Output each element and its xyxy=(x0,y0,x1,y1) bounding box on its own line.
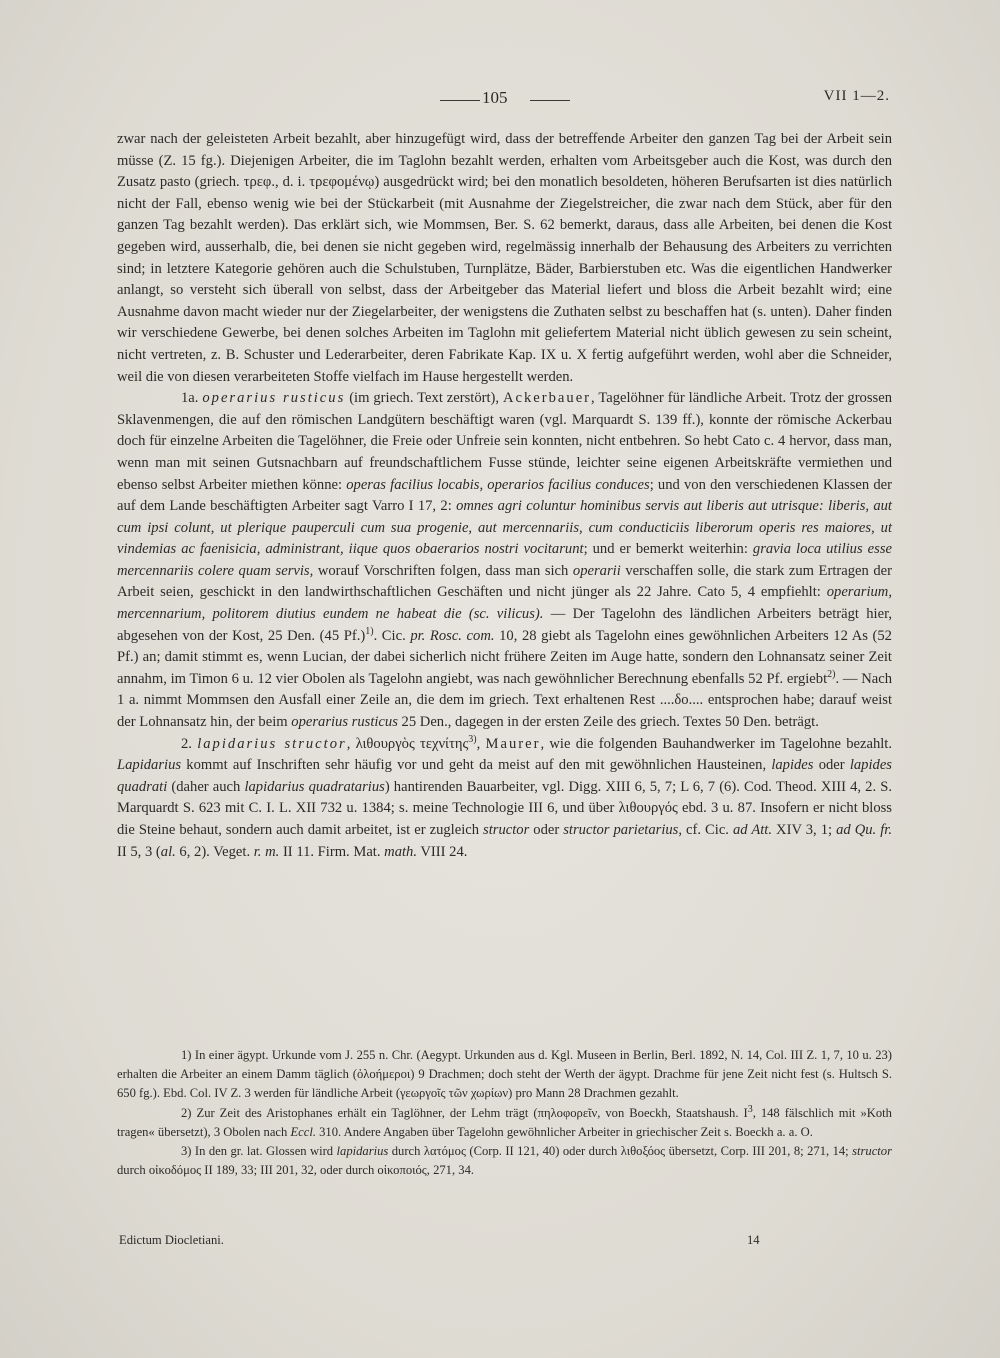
footnote-3: 3) In den gr. lat. Glossen wird lapidarius durch λατόμος (Corp. II 121, 40) oder durch λιθοξόος übersetzt, Corp. III 201, 8; 271, 14; structor durch οἰκοδόμος II 189, 33; III 201, 32, oder durch οἰκοποιός, 271, 34. xyxy=(117,1144,892,1178)
footer-title: Edictum Diocletiani. xyxy=(119,1233,224,1247)
section-signature: VII 1—2. xyxy=(823,88,890,104)
main-text xyxy=(117,129,892,863)
entry-term: lapidarius structor xyxy=(197,735,347,752)
entry-translation: Ackerbauer xyxy=(502,390,592,407)
footnotes xyxy=(117,1046,892,1180)
header-dash-left xyxy=(440,100,480,101)
paragraph-1a: 1a. operarius rusticus (im griech. Text zerstört), Ackerbauer, Tagelöhner für ländliche Arbeit. Trotz der grossen Sklavenmengen, die auf den römischen Landgütern beschäftigt waren (vgl. Marquardt S. 139 ff.), konnte der römische Ackerbau doch für einzelne Arbeiten die Tagelöhner, die Freie oder Unfreie sein konnten, nicht entbehren. So hebt Cato c. 4 hervor, dass man, wenn man mit seinen Gutsnachbarn auf freundschaftlichem Fusse stünde, leichter seine eigenen Arbeitskräfte vermiethen und ebenso selbst Arbeiter miethen könne: operas facilius locabis, operarios facilius conduces; und von den verschiedenen Klassen der auf dem Lande beschäftigten Arbeiter sagt Varro I 17, 2: omnes agri coluntur hominibus servis aut liberis aut utrisque: liberis, aut cum ipsi colunt, ut plerique pauperculi cum sua progenie, aut mercennariis, cum conducticiis liberorum operis res maiores, ut vindemias ac faenisicia, administrant, iique quos obaerarios nostri vocitarunt; und er bemerkt weiterhin: gravia loca utilius esse mercennariis colere quam servis, worauf Vorschriften folgen, dass man sich operarii verschaffen solle, die stark zum Ertragen der Arbeit seien, geschickt in den landwirthschaftlichen Geschäften und nicht jünger als 22 Jahre. Cato 5, 4 empfiehlt: operarium, mercennarium, politorem diutius eundem ne habeat die (sc. vilicus). — Der Tagelohn des ländlichen Arbeiters beträgt hier, abgesehen von der Kost, 25 Den. (45 Pf.)$^{1)}$. Cic. pr. Rosc. com. 10, 28 giebt als Tagelohn eines gewöhnlichen Arbeiters 12 As (52 Pf.) an; damit stimmt es, wenn Lucian, der dabei sicherlich nicht frühere Zeiten im Auge hatte, sondern den Lohnansatz seiner Zeit annahm, im Timon 6 u. 12 vier Obolen als Tagelohn angiebt, was nach gewöhnlicher Berechnung ebenfalls 52 Pf. ergiebt$^{2)}$. — Nach 1 a. nimmt Mommsen den Ausfall einer Zeile an, die dem im griech. Text erhaltenen Rest ....δο.... entsprochen habe; darauf weist der Lohnansatz hin, der beim operarius rusticus 25 Den., dagegen in der ersten Zeile des griech. Textes 50 Den. beträgt. xyxy=(117,390,892,731)
page-footer xyxy=(117,1233,892,1253)
footnote-ref-2[interactable]: 2) xyxy=(827,668,836,680)
entry-term: operarius rusticus xyxy=(202,390,346,407)
footnote-ref-1[interactable]: 1) xyxy=(365,625,374,637)
paragraph-1: zwar nach der geleisteten Arbeit bezahlt, aber hinzugefügt wird, dass der betreffende Arbeiter den ganzen Tag bei der Arbeit sein müsse (Z. 15 fg.). Diejenigen Arbeiter, die im Taglohn bezahlt werden, erhalten vom Arbeitsgeber auch die Kost, was durch den Zusatz pasto (griech. τρεφ., d. i. τρεφομένῳ) ausgedrückt wird; bei den monatlich besoldeten, höheren Berufsarten ist dies natürlich nicht der Fall, ebenso wenig wie bei der Stückarbeit (mit Ausnahme der Ziegelstreicher, die zwar nach dem Stück, aber für den ganzen Tag bezahlt werden). Das erklärt sich, wie Mommsen, Ber. S. 62 bemerkt, daraus, dass alle Arbeiten, bei denen die Kost gegeben wird, ausserhalb, die, bei denen sie nicht gegeben wird, regelmässig innerhalb der Behausung des Arbeiters zu verrichten sind; in letztere Kategorie gehören auch die Schulstuben, Turnplätze, Bäder, Barbierstuben etc. Was die eigentlichen Handwerker anlangt, so versteht sich überall von selbst, dass der Arbeitgeber das Material liefert und bloss die Arbeit bezahlt wird; eine Ausnahme davon macht wieder nur der Ziegelarbeiter, der wenigstens die Zuthaten selbst zu beschaffen hat (s. unten). Daher finden wir verschiedene Gewerbe, bei denen solches Arbeiten im Taglohn mit geliefertem Material nicht üblich gewesen zu sein scheint, nicht vertreten, z. B. Schuster und Lederarbeiter, deren Fabrikate Kap. IX u. X fertig aufgeführt werden, wohl aber die Schneider, weil die von diesen verarbeiteten Stoffe vielfach im Hause hergestellt werden. xyxy=(117,131,892,385)
page-header xyxy=(0,88,1000,114)
paragraph-2: 2. lapidarius structor, λιθουργὸς τεχνίτης$^{3)}$, Maurer, wie die folgenden Bauhandwerker im Tagelohne bezahlt. Lapidarius kommt auf Inschriften sehr häufig vor und geht da meist auf den mit gewöhnlichen Hausteinen, lapides oder lapides quadrati (daher auch lapidarius quadratarius) hantirenden Bauarbeiter, vgl. Digg. XIII 6, 5, 7; L 6, 7 (6). Cod. Theod. XIII 4, 2. S. Marquardt S. 623 mit C. I. L. XII 732 u. 1384; s. meine Technologie III 6, und über λιθουργός ebd. 3 u. 87. Insofern er nicht bloss die Steine behaut, sondern auch damit arbeitet, ist er zugleich structor oder structor parietarius, cf. Cic. ad Att. XIV 3, 1; ad Qu. fr. II 5, 3 (al. 6, 2). Veget. r. m. II 11. Firm. Mat. math. VIII 24. xyxy=(117,733,893,860)
entry-number: 1a. xyxy=(181,390,199,407)
header-dash-right xyxy=(530,100,570,101)
footnote-2: 2) Zur Zeit des Aristophanes erhält ein Taglöhner, der Lehm trägt (πηλοφορεῖν, von Boeckh, Staatshaush. $I^3$, 148 fälschlich mit »Koth tragen« übersetzt), 3 Obolen nach Eccl. 310. Andere Angaben über Tagelohn gewöhnlicher Arbeiter in griechischer Zeit s. Boeckh a. a. O. xyxy=(117,1103,892,1139)
entry-number: 2. xyxy=(181,735,192,752)
entry-translation: Maurer xyxy=(485,735,541,752)
signature-mark: 14 xyxy=(747,1233,760,1247)
page-number: 105 xyxy=(482,88,508,107)
footnote-ref-3[interactable]: 3) xyxy=(468,733,477,745)
footnote-1: 1) In einer ägypt. Urkunde vom J. 255 n. Chr. (Aegypt. Urkunden aus d. Kgl. Museen in Berlin, Berl. 1892, N. 14, Col. III Z. 1, 7, 10 u. 23) erhalten die Arbeiter an einem Damm täglich (ὀλοήμεροι) 9 Drachmen; doch steht der Werth der ägypt. Drachme für jene Zeit nicht fest (s. Hultsch S. 650 fg.). Ebd. Col. IV Z. 3 werden für ländliche Arbeit (γεωργοῖς τῶν χωρίων) pro Mann 28 Drachmen gezahlt. xyxy=(117,1048,892,1101)
